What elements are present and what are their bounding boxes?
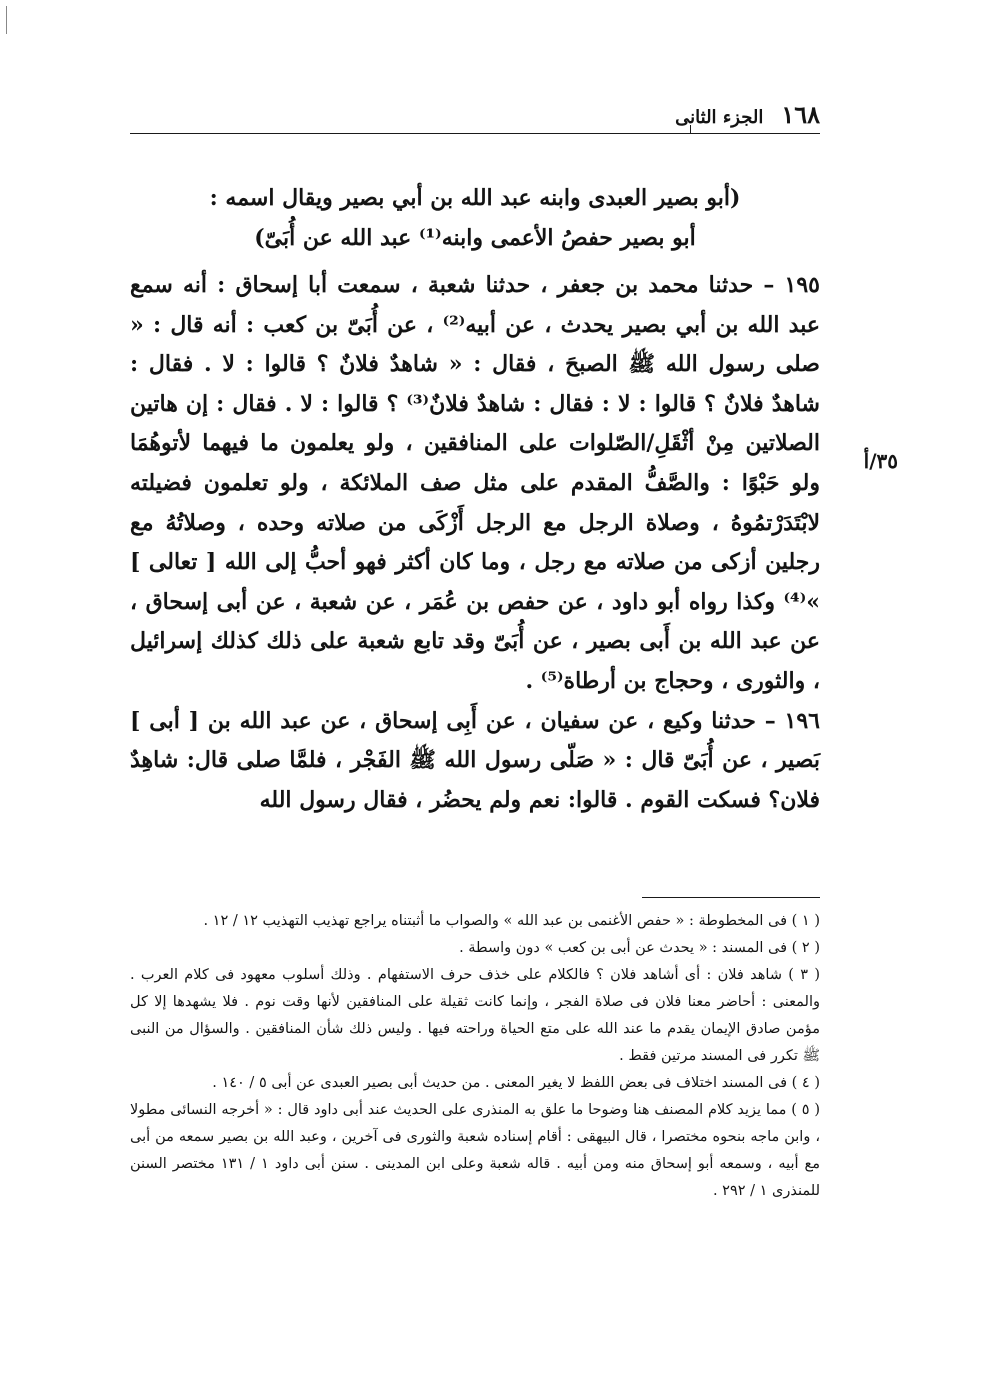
chapter-title	[130, 178, 820, 258]
page-header	[130, 100, 820, 132]
footnote-separator	[642, 897, 820, 898]
scan-edge-mark	[6, 6, 7, 34]
main-text	[130, 266, 820, 820]
footnotes	[130, 908, 820, 1205]
manuscript-folio-note: ٣٥/أ	[863, 449, 898, 473]
footnote-1: ( ١ ) فى المخطوطة : « حفص الأغنمى بن عبد الله » والصواب ما أثبتناه يراجع تهذيب التهذيب ١٢ / ١٢ .	[203, 913, 820, 929]
header-rule	[130, 133, 820, 134]
footnote-3: ( ٣ ) شاهد فلان : أى أشاهد فلان ؟ فالكلام على خذف حرف الاستفهام . وذلك أسلوب معهود فى كلام العرب . والمعنى : أحاضر معنا فلان فى صلاة الفجر ، وإنما كانت ثقيلة على المنافقين لأنها وقت نوم . فلا يشهدها إلا كل مؤمن صادق الإيمان يقدم ما عند الله على متع الحياة وراحته فيها . وليس ذلك شأن المنافقين . والسؤال من النبى ﷺ تكرر فى المسند مرتين فقط .	[130, 967, 820, 1064]
page-number: ١٦٨	[781, 100, 820, 129]
hadith-195: ١٩٥ – حدثنا محمد بن جعفر ، حدثنا شعبة ، سمعت أبا إسحاق : أنه سمع عبد الله بن أبي بصير يحدث ، عن أبيه⁽²⁾ ، عن أُبَىّ بن كعب : أنه قال : « صلى رسول الله ﷺ الصبحَ ، فقال : « شاهدٌ فلانٌ ؟ قالوا : لا . فقال : شاهدٌ فلانٌ ؟ قالوا : لا : فقال : شاهدٌ فلانٌ⁽³⁾ ؟ قالوا : لا . فقال : إن هاتين الصلاتين مِنْ أثْقَلِ/الصّلوات على المنافقين ، ولو يعلمون ما فيهما لأتوهُمَا ولو حَبْوًا : والصَّفُّ المقدم على مثل صف الملائكة ، ولو تعلمون فضيلته لابْتَدَرْتمُوهُ ، وصلاة الرجل مع الرجل أَزْكَى من صلاته وحده ، وصلاتُهُ مع رجلين أزكى من صلاته مع رجل ، وما كان أكثر فهو أحبُّ إلى الله [ تعالى ] »⁽⁴⁾ وكذا رواه أبو داود ، عن حفص بن عُمَر ، عن شعبة ، عن أبى إسحاق ، عن عبد الله بن أَبى بصير ، عن أُبَىّ وقد تابع شعبة على ذلك كذلك إسرائيل ، والثورى ، وحجاج بن أرطاة⁽⁵⁾ .	[130, 272, 820, 694]
running-title: الجزء الثانى	[675, 107, 764, 128]
footnote-5: ( ٥ ) مما يزيد كلام المصنف هنا وضوحا ما علق به المنذرى على الحديث عند أبى داود قال : « أخرجه النسائى مطولا ، وابن ماجه بنحوه مختصرا ، قال البيهقى : أقام إسناده شعبة والثورى فى آخرين ، وعبد الله بن بصير سمعه من أبى مع أبيه ، وسمعه أبو إسحاق منه ومن أبيه . قاله شعبة وعلى ابن المدينى . سنن أبى داود ١ / ١٣١ مختصر السنن للمنذرى ١ / ٢٩٢ .	[130, 1102, 821, 1199]
footnote-4: ( ٤ ) فى المسند اختلاف فى بعض اللفظ لا يغير المعنى . من حديث أبى بصير العبدى عن أبى ٥ / ١٤٠ .	[212, 1075, 820, 1091]
footnote-2: ( ٢ ) فى المسند : « يحدث عن أبى بن كعب » دون واسطة .	[459, 940, 820, 956]
hadith-196: ١٩٦ – حدثنا وكيع ، عن سفيان ، عن أَبِى إسحاق ، عن عبد الله بن [ أبى ] بَصير ، عن أُبَىّ قال : « صَلّى رسول الله ﷺ الفَجْر ، فلمَّا صلى قال: شاهِدٌ فلان؟ فسكت القوم . قالوا: نعم ولم يحضُر ، فقال رسول الله	[130, 707, 820, 813]
header-tick	[690, 125, 691, 134]
chapter-title-line-2: أبو بصير حفصُ الأعمى وابنه⁽¹⁾ عبد الله عن أُبَىّ)	[254, 225, 696, 251]
chapter-title-line-1: (أبو بصير العبدى وابنه عبد الله بن أبي بصير ويقال اسمه :	[209, 185, 741, 211]
